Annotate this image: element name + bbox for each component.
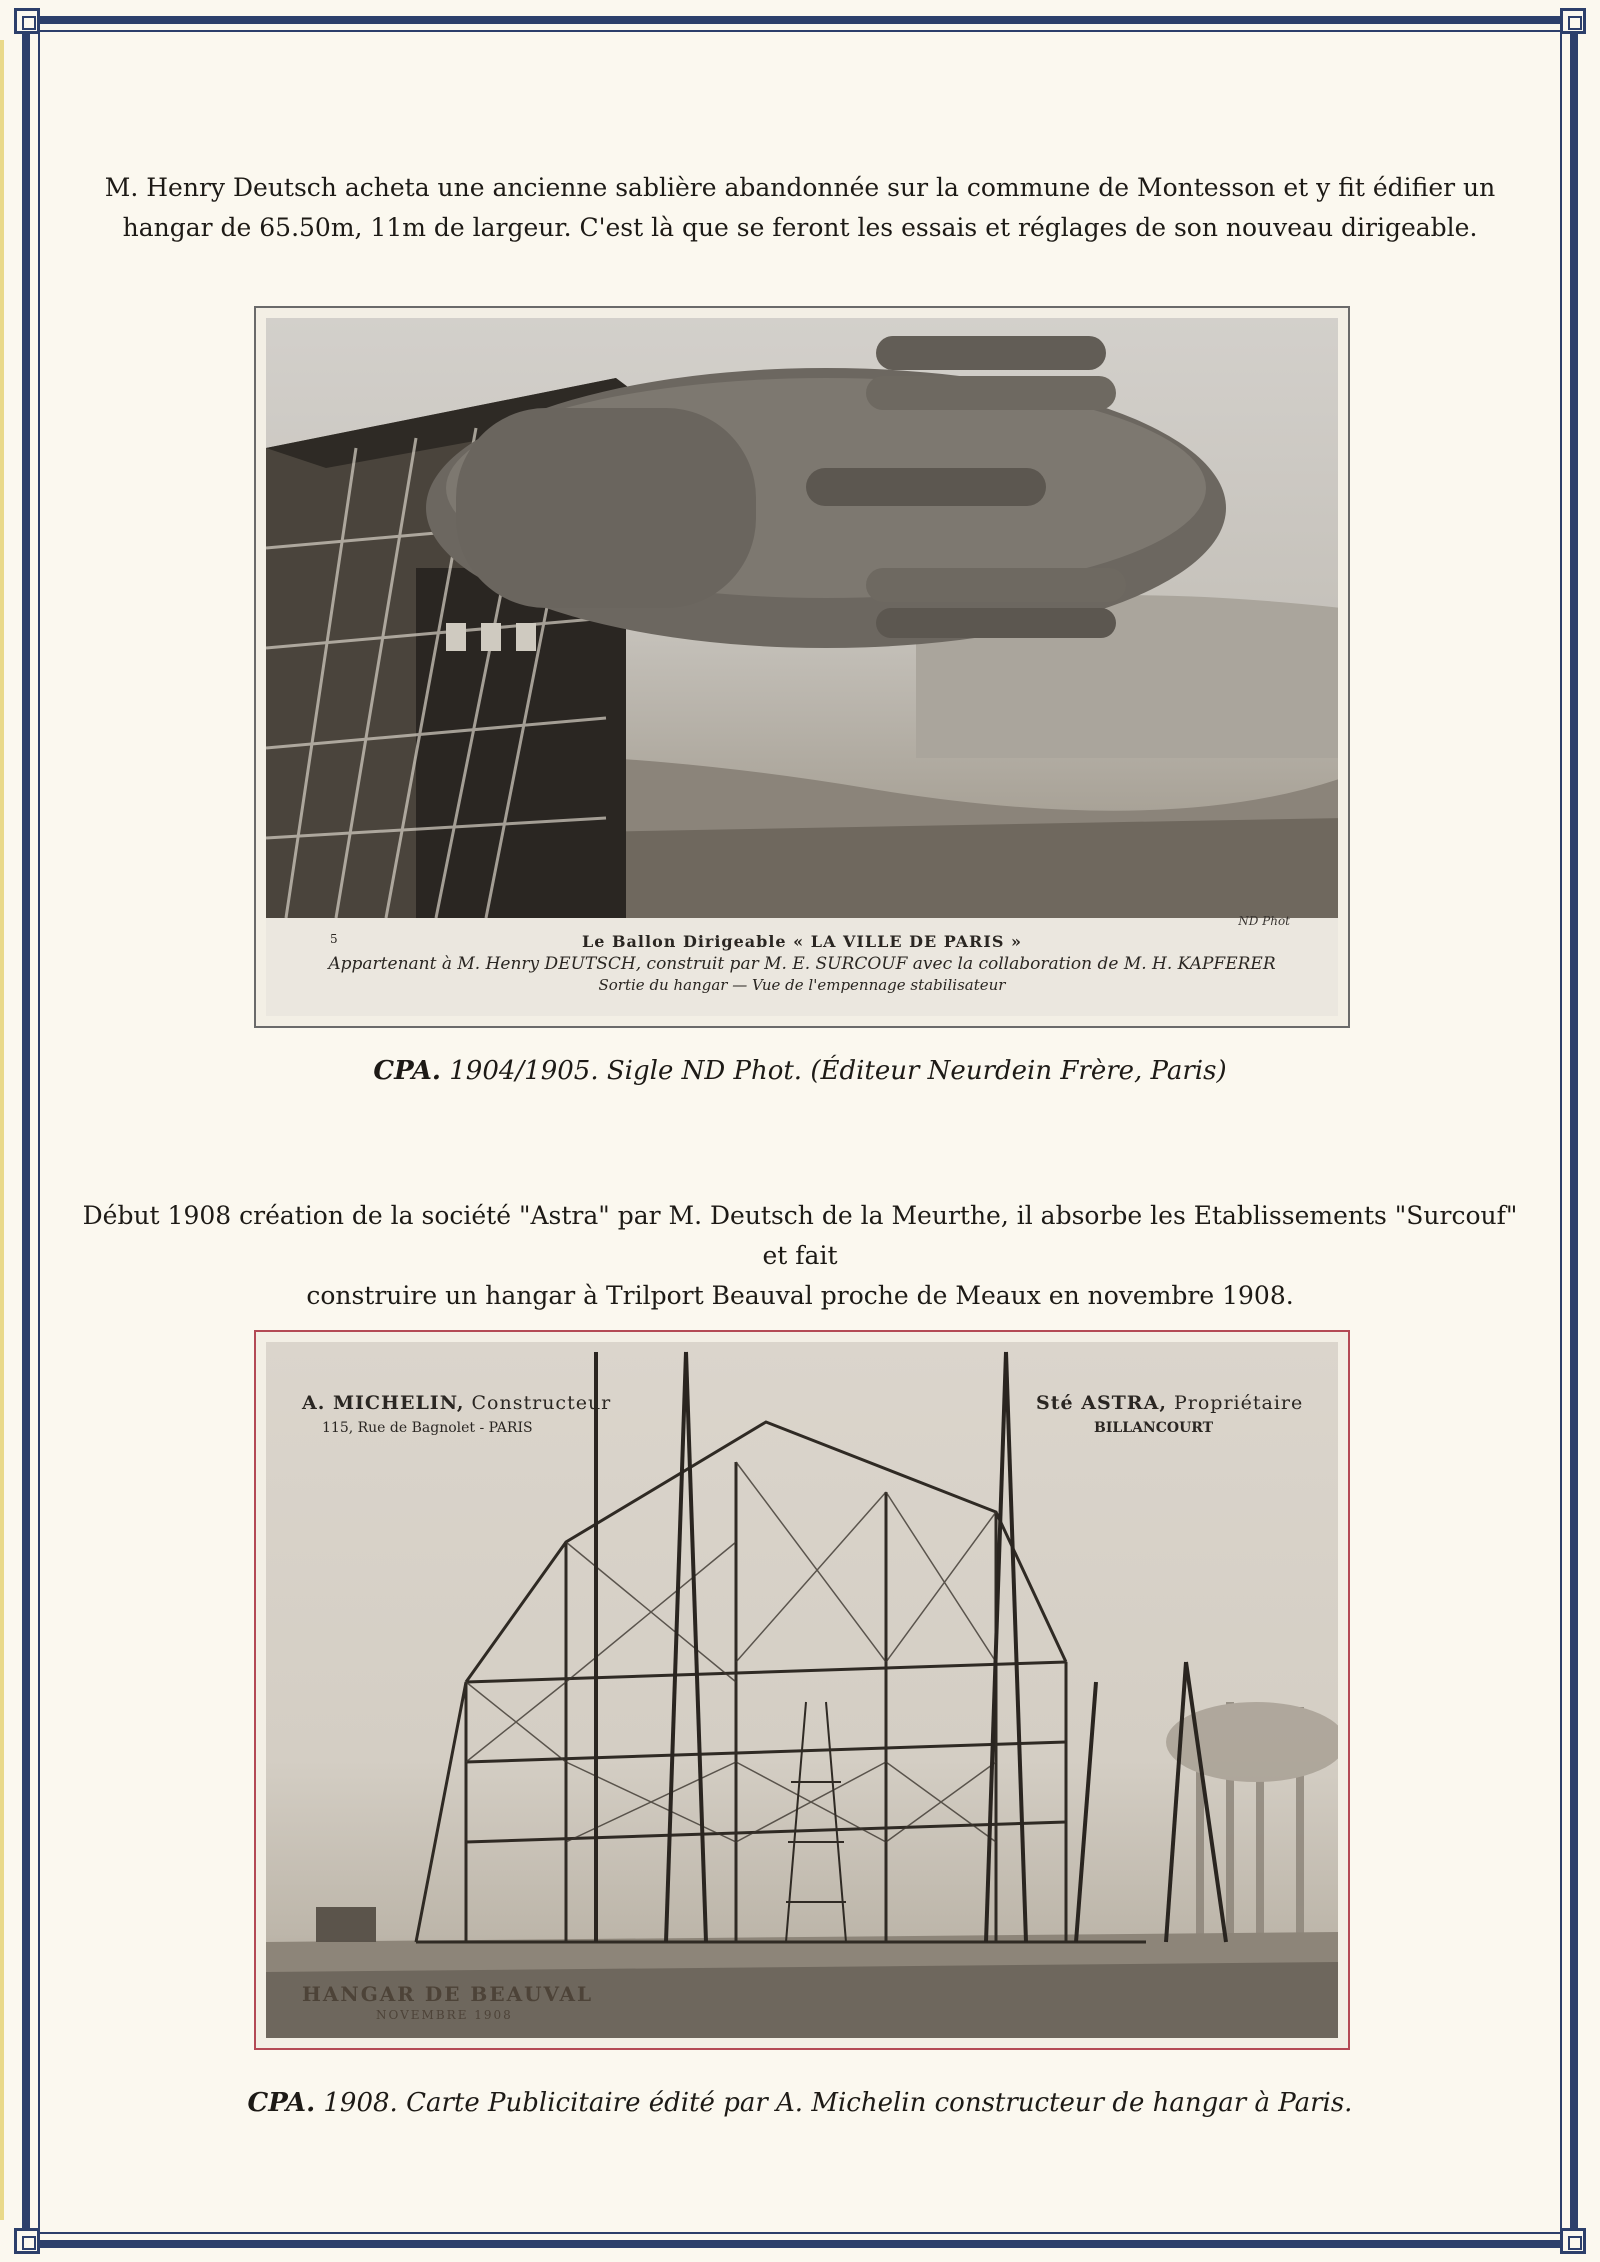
- postcard-owner-name: [1036, 1392, 1303, 1414]
- corner-ornament-top-right: [1560, 8, 1586, 34]
- constructor-role: Constructeur: [464, 1392, 612, 1414]
- postcard-hangar-photo: [266, 1342, 1338, 2038]
- postcard-hangar-mount: [254, 1330, 1350, 2050]
- intro-paragraph-1: M. Henry Deutsch acheta une ancienne sablière abandonnée sur la commune de Montesson et y fit édifier un hangar de 65.50m, 11m de largeur. C'est là que se feront les essais et réglages de son nouveau dirigeable.: [104, 173, 1496, 242]
- hangar-frame-illustration: [266, 1342, 1338, 2038]
- postcard-legend-title: Le Ballon Dirigeable « LA VILLE DE PARIS »: [582, 932, 1022, 951]
- postcard-constructor-address: 115, Rue de Bagnolet - PARIS: [322, 1420, 533, 1436]
- postcard-number: 5: [330, 932, 338, 946]
- postcard-legend-line-3: Sortie du hangar — Vue de l'empennage stabilisateur: [598, 976, 1006, 994]
- left-accent-stripe: [0, 40, 4, 2220]
- owner-role: Propriétaire: [1166, 1392, 1304, 1414]
- postcard-legend-line-2: Appartenant à M. Henry DEUTSCH, construit par M. E. SURCOUF avec la collaboration de M. H. KAPFERER: [328, 954, 1276, 974]
- intro-paragraph-2: [70, 1196, 1530, 1316]
- corner-ornament-bottom-right: [1560, 2228, 1586, 2254]
- caption-2-prefix: CPA.: [247, 2088, 316, 2118]
- caption-1-text: 1904/1905. Sigle ND Phot. (Éditeur Neurdein Frère, Paris): [440, 1056, 1227, 1086]
- owner-name: Sté ASTRA,: [1036, 1392, 1167, 1414]
- postcard-hangar-date: NOVEMBRE 1908: [376, 2008, 513, 2022]
- postcard-airship-mount: [254, 306, 1350, 1028]
- postcard-airship-photo: [266, 318, 1338, 1016]
- intro-paragraph-2-line-2: construire un hangar à Trilport Beauval proche de Meaux en novembre 1908.: [306, 1281, 1294, 1310]
- publisher-mark: ND Phot: [1238, 914, 1290, 928]
- caption-1-prefix: CPA.: [373, 1056, 441, 1086]
- caption-postcard-2: [70, 2088, 1530, 2118]
- caption-postcard-1: [70, 1056, 1530, 1086]
- corner-ornament-top-left: [14, 8, 40, 34]
- corner-ornament-bottom-left: [14, 2228, 40, 2254]
- postcard-owner-city: BILLANCOURT: [1094, 1420, 1214, 1436]
- postcard-hangar-label: HANGAR DE BEAUVAL: [302, 1982, 594, 2006]
- caption-2-text: 1908. Carte Publicitaire édité par A. Michelin constructeur de hangar à Paris.: [315, 2088, 1353, 2118]
- constructor-name: A. MICHELIN,: [302, 1392, 465, 1414]
- postcard-constructor-name: [302, 1392, 611, 1414]
- intro-paragraph-2-line-1: Début 1908 création de la société "Astra" par M. Deutsch de la Meurthe, il absorbe les Etablissements "Surcouf" et fait: [82, 1201, 1518, 1270]
- airship-illustration: [266, 318, 1338, 1016]
